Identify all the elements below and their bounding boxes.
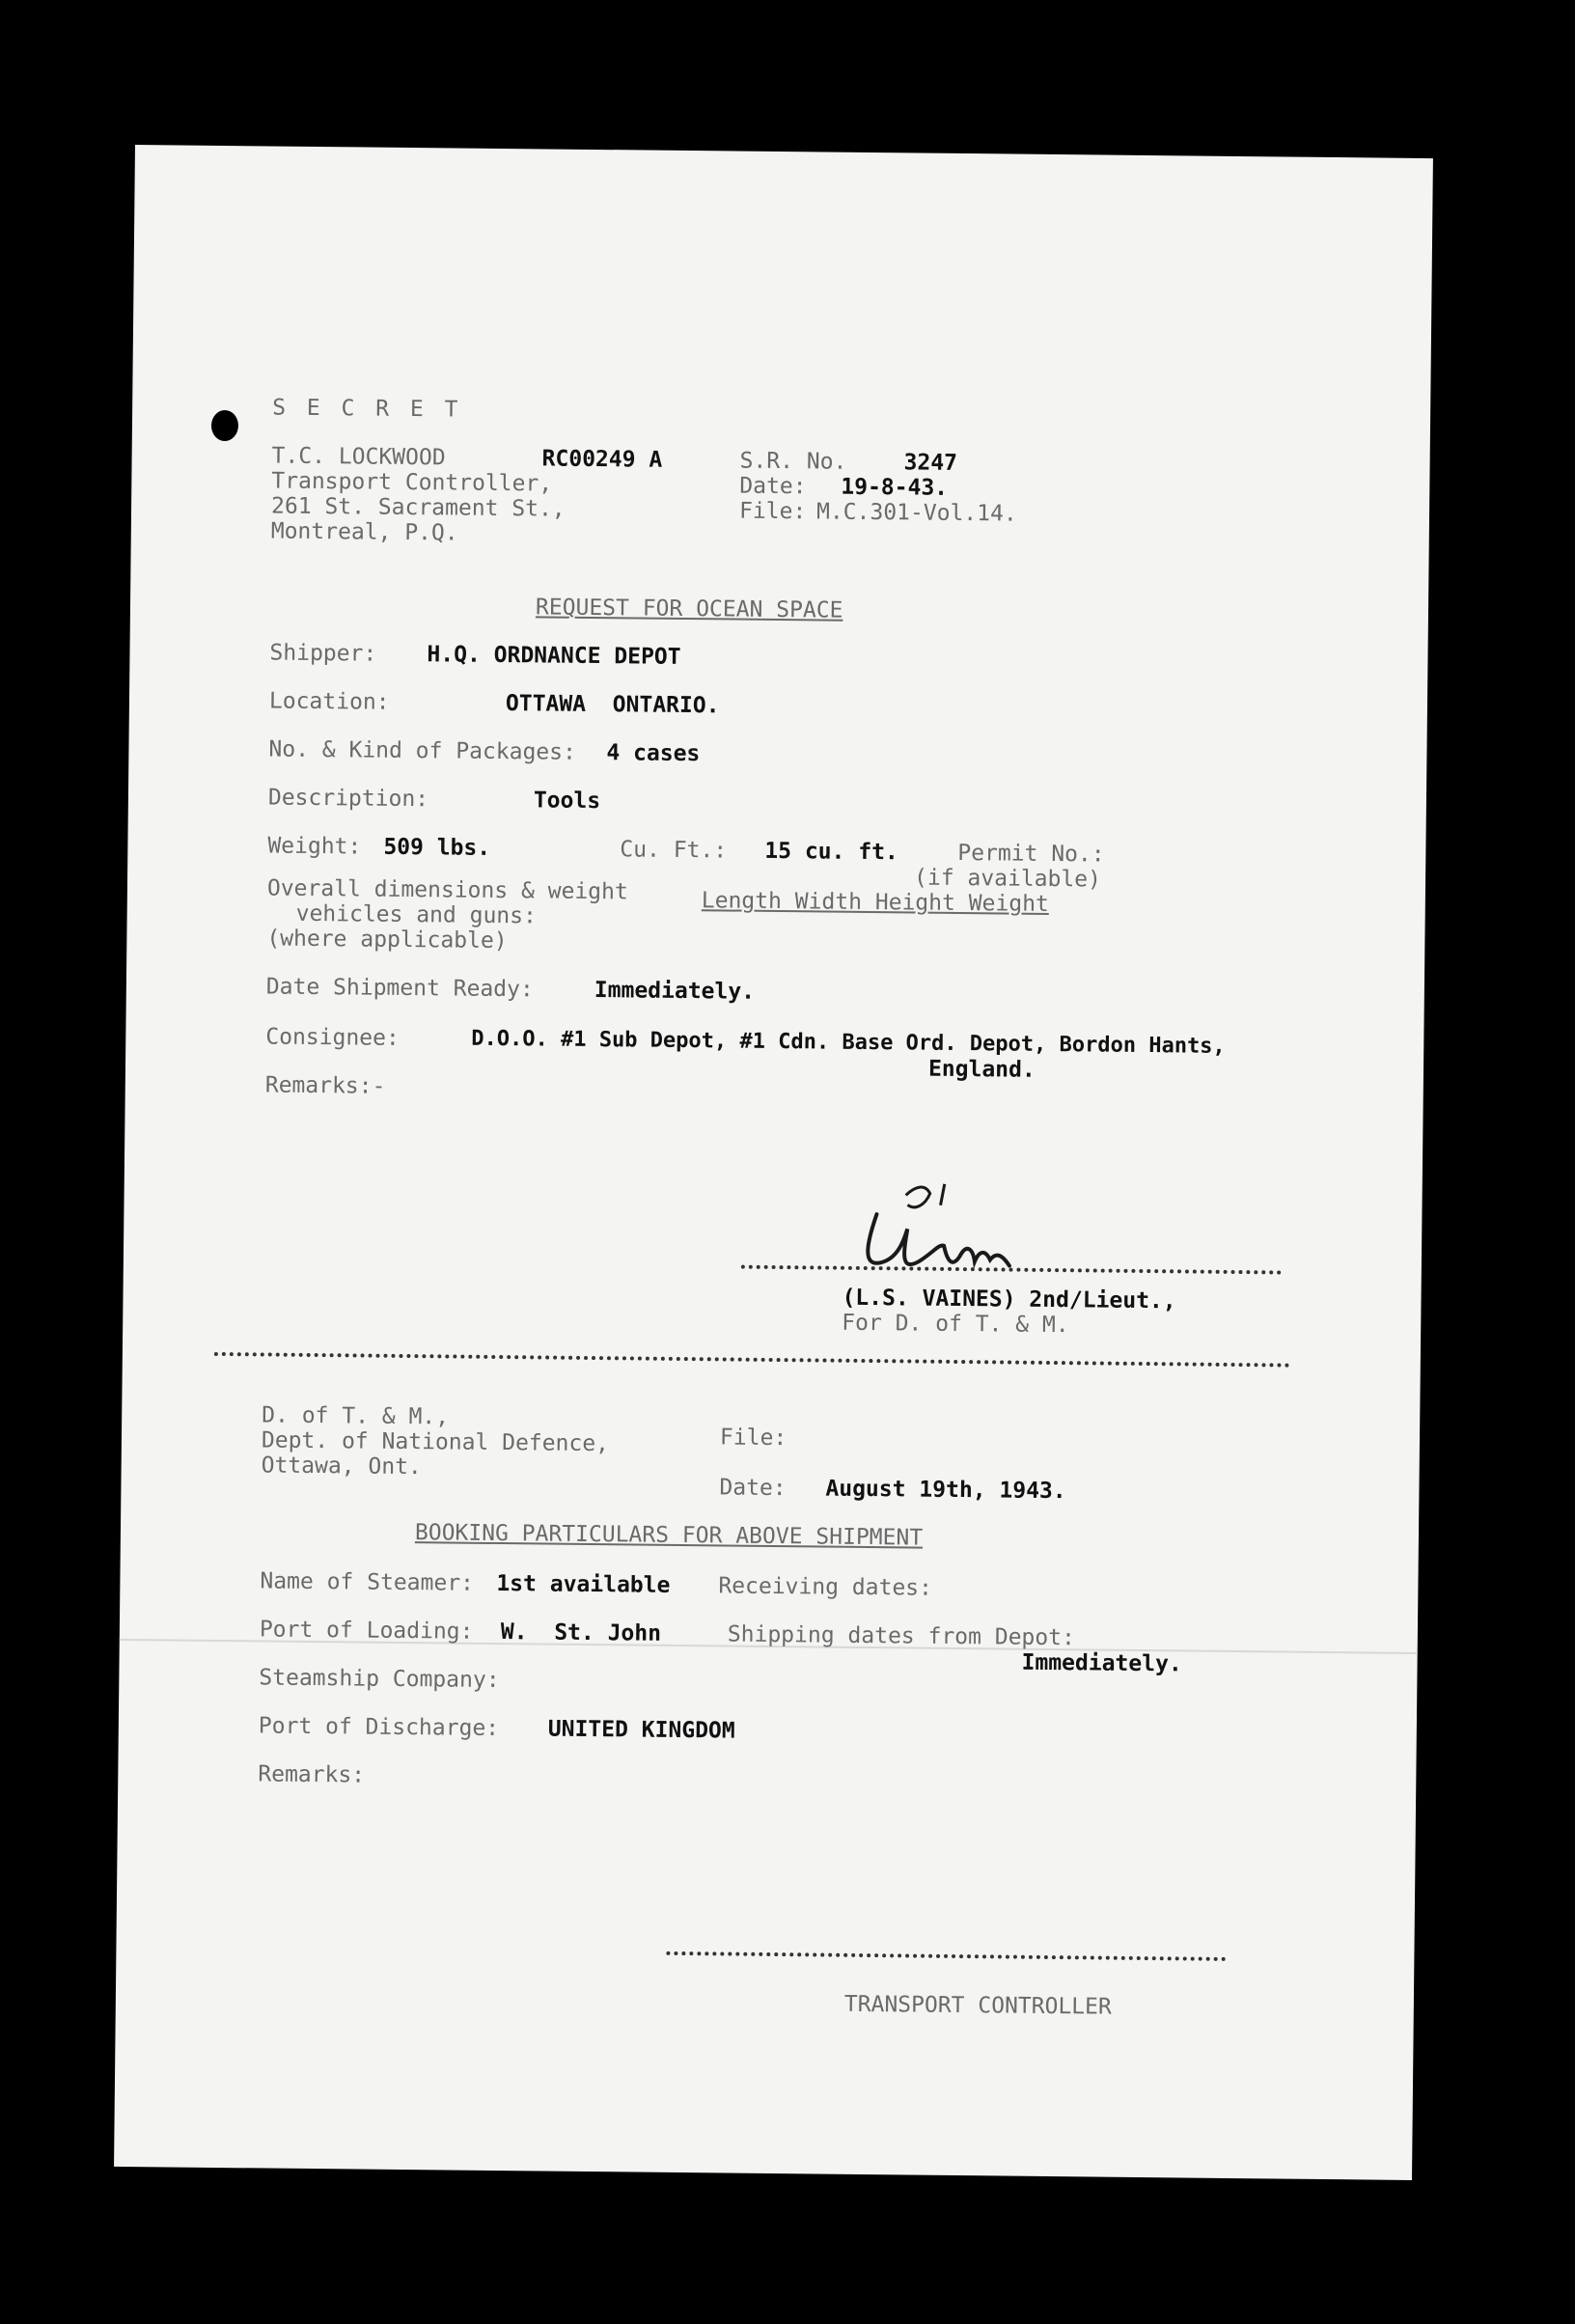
punch-hole (211, 410, 238, 441)
discharge-value: UNITED KINGDOM (547, 1716, 735, 1744)
date-label: Date: (739, 473, 807, 500)
addressee-line1: D. of T. & M., (262, 1402, 450, 1430)
weight-value: 509 lbs. (383, 834, 491, 861)
shipping-label: Shipping dates from Depot: (727, 1621, 1076, 1651)
permit-label: Permit No.: (957, 840, 1105, 868)
consignee-value-line2: England. (927, 1056, 1036, 1083)
shipper-value: H.Q. ORDNANCE DEPOT (427, 642, 681, 670)
classification: S E C R E T (272, 395, 462, 423)
request-heading: REQUEST FOR OCEAN SPACE (535, 595, 843, 623)
consignee-label: Consignee: (265, 1024, 400, 1051)
company-label: Steamship Company: (259, 1665, 500, 1694)
sender-title: Transport Controller, (271, 468, 553, 497)
addressee-date-label: Date: (719, 1475, 787, 1502)
file-value: M.C.301-Vol.14. (815, 499, 1017, 527)
addressee-line3: Ottawa, Ont. (261, 1452, 422, 1480)
steamer-label: Name of Steamer: (260, 1568, 475, 1596)
paper-sheet (114, 145, 1433, 2180)
cuft-label: Cu. Ft.: (620, 837, 728, 864)
controller-signature-line (666, 1951, 1226, 1961)
location-label: Location: (268, 688, 390, 715)
signer-for-line: For D. of T. & M. (842, 1310, 1069, 1339)
dims-line2: vehicles and guns: (295, 900, 538, 929)
controller-title: TRANSPORT CONTROLLER (843, 1991, 1112, 2020)
consignee-value: D.O.O. #1 Sub Depot, #1 Cdn. Base Ord. Depot, Bordon Hants, (471, 1026, 1226, 1059)
date-value: 19-8-43. (841, 474, 949, 501)
receiving-label: Receiving dates: (718, 1573, 933, 1601)
sender-street: 261 St. Sacrament St., (270, 493, 566, 522)
weight-label: Weight: (267, 833, 362, 860)
loading-label: Port of Loading: (259, 1617, 474, 1645)
steamer-value: 1st available (496, 1571, 671, 1598)
description-label: Description: (267, 785, 429, 813)
shipper-label: Shipper: (269, 640, 377, 667)
loading-value: W. St. John (500, 1619, 662, 1646)
permit-note: (if available) (913, 865, 1102, 893)
signer-name: (L.S. VAINES) 2nd/Lieut., (842, 1285, 1176, 1314)
booking-heading: BOOKING PARTICULARS FOR ABOVE SHIPMENT (414, 1520, 924, 1551)
packages-label: No. & Kind of Packages: (268, 736, 577, 765)
sr-label: S.R. No. (739, 448, 847, 475)
ready-label: Date Shipment Ready: (265, 974, 534, 1003)
ready-value: Immediately. (594, 978, 756, 1005)
sender-name: T.C. LOCKWOOD (271, 443, 446, 471)
cuft-value: 15 cu. ft. (764, 838, 898, 866)
dims-columns: Length Width Height Weight (701, 888, 1049, 917)
dims-line1: Overall dimensions & weight (266, 875, 628, 905)
description-value: Tools (533, 788, 601, 815)
addressee-file-label: File: (719, 1425, 788, 1452)
location-value: OTTAWA ONTARIO. (505, 691, 720, 719)
discharge-label: Port of Discharge: (258, 1713, 500, 1742)
ref-code: RC00249 A (541, 446, 663, 473)
addressee-line2: Dept. of National Defence, (261, 1427, 610, 1457)
section-divider (214, 1352, 1290, 1368)
remarks-label: Remarks:- (264, 1072, 386, 1099)
file-label: File: (738, 498, 807, 525)
sender-city: Montreal, P.Q. (270, 518, 458, 546)
addressee-date-value: August 19th, 1943. (825, 1476, 1066, 1505)
dims-line3: (where applicable) (266, 926, 508, 954)
packages-value: 4 cases (606, 740, 701, 767)
sr-value: 3247 (903, 450, 958, 476)
booking-remarks-label: Remarks: (258, 1761, 366, 1788)
shipping-value: Immediately. (1021, 1649, 1182, 1677)
